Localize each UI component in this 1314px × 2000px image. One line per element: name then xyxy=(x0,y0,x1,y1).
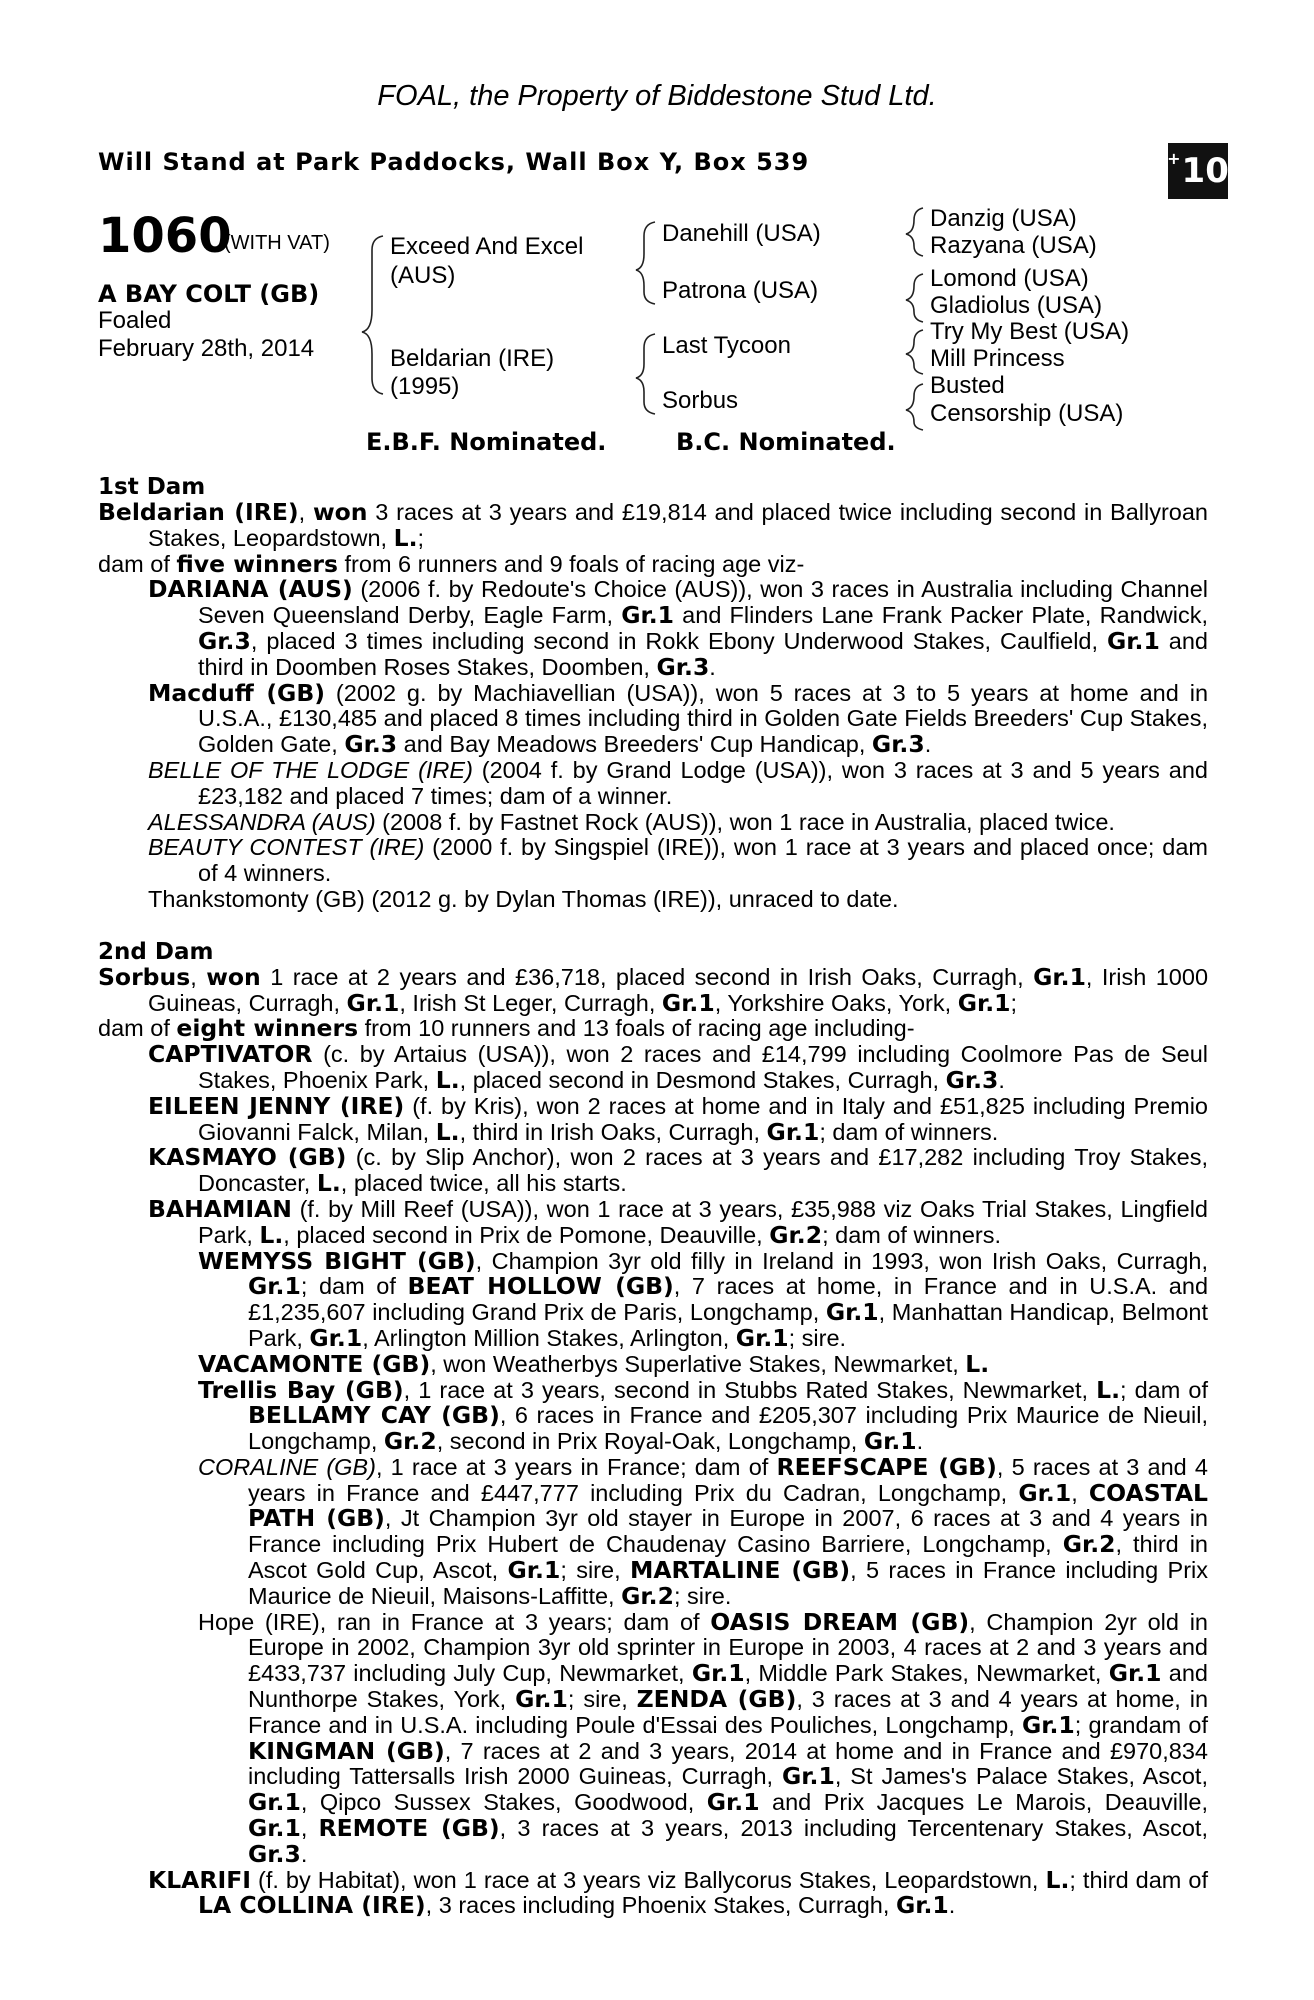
sires-dam: Patrona (USA) xyxy=(662,277,819,304)
page-title: FOAL, the Property of Biddestone Stud Ltd. xyxy=(377,80,937,112)
first-dam-section xyxy=(98,500,1208,913)
first-dam-entry: Macduff (GB) (2002 g. by Machiavellian (USA)), won 5 races at 3 to 5 years at home and in U.S.A., £130,485 and placed 8 times including third in Golden Gate Fields Breeders' Cup Stakes, Golden Gate, Gr.3 and Bay Meadows Breeders' Cup Handicap, Gr.3. xyxy=(148,678,1209,759)
first-dam-entry: dam of five winners from 6 runners and 9 foals of racing age viz- xyxy=(98,549,805,578)
second-dam-entry: Sorbus, won 1 race at 2 years and £36,718, placed second in Irish Oaks, Curragh, Gr.1, Irish 1000 Guineas, Curragh, Gr.1, Irish St Leger, Curragh, Gr.1, Yorkshire Oaks, York, Gr.1; xyxy=(98,962,1209,1017)
stand-location: Will Stand at Park Paddocks, Wall Box Y, Box 539 xyxy=(98,148,810,176)
dams-dam: Sorbus xyxy=(662,387,739,414)
vat-note: (WITH VAT) xyxy=(224,232,330,254)
gg-6: Mill Princess xyxy=(930,345,1065,372)
second-dam-entry: WEMYSS BIGHT (GB), Champion 3yr old filly in Ireland in 1993, won Irish Oaks, Curragh, Gr.1; dam of BEAT HOLLOW (GB), 7 races at home, in France and in U.S.A. and £1,235,607 including Grand Prix de Paris, Longchamp, Gr.1, Manhattan Handicap, Belmont Park, Gr.1, Arlington Million Stakes, Arlington, Gr.1; sire. xyxy=(198,1246,1209,1352)
pedigree-braces xyxy=(0,0,1314,460)
gg-5: Try My Best (USA) xyxy=(930,318,1130,345)
first-dam-entry: BELLE OF THE LODGE (IRE) (2004 f. by Grand Lodge (USA)), won 3 races at 3 and 5 years and £23,182 and placed 7 times; dam of a winner. xyxy=(148,756,1208,809)
sire-country: (AUS) xyxy=(390,262,456,289)
dams-sire: Last Tycoon xyxy=(662,332,791,359)
second-dam-entry: BAHAMIAN (f. by Mill Reef (USA)), won 1 race at 3 years, £35,988 viz Oaks Trial Stakes, Lingfield Park, L., placed second in Prix de Pomone, Deauville, Gr.2; dam of winners. xyxy=(148,1194,1208,1249)
dam-year: (1995) xyxy=(390,373,460,400)
gg-4: Gladiolus (USA) xyxy=(930,292,1103,319)
first-dam-entry: DARIANA (AUS) (2006 f. by Redoute's Choice (AUS)), won 3 races in Australia including Channel Seven Queensland Derby, Eagle Farm, Gr.1 and Flinders Lane Frank Packer Plate, Randwick, Gr.3, placed 3 times including second in Rokk Ebony Underwood Stakes, Caulfield, Gr.1 and third in Doomben Roses Stakes, Doomben, Gr.3. xyxy=(148,575,1208,681)
gg-3: Lomond (USA) xyxy=(930,265,1089,292)
foaled-date: February 28th, 2014 xyxy=(98,335,315,362)
gg-8: Censorship (USA) xyxy=(930,400,1124,427)
lot-description: A BAY COLT (GB) xyxy=(98,280,320,308)
second-dam-heading: 2nd Dam xyxy=(98,938,214,965)
first-dam-entry: Thankstomonty (GB) (2012 g. by Dylan Thomas (IRE)), unraced to date. xyxy=(148,885,899,912)
first-dam-entry: ALESSANDRA (AUS) (2008 f. by Fastnet Rock (AUS)), won 1 race in Australia, placed twice. xyxy=(148,808,1115,835)
gg-2: Razyana (USA) xyxy=(930,232,1097,259)
second-dam-entry: CORALINE (GB), 1 race at 3 years in France; dam of REEFSCAPE (GB), 5 races at 3 and 4 years in France and £447,777 including Prix du Cadran, Longchamp, Gr.1, COASTAL PATH (GB), Jt Champion 3yr old stayer in Europe in 2007, 6 races at 3 and 4 years in France including Prix Hubert de Chaudenay Casino Barriere, Longchamp, Gr.2, third in Ascot Gold Cup, Ascot, Gr.1; sire, MARTALINE (GB), 5 races in France including Prix Maurice de Nieuil, Maisons-Laffitte, Gr.2; sire. xyxy=(198,1452,1208,1610)
second-dam-section xyxy=(98,962,1209,1920)
ebf-nominated: E.B.F. Nominated. xyxy=(366,428,607,456)
first-dam-heading: 1st Dam xyxy=(98,474,206,500)
sires-sire: Danehill (USA) xyxy=(662,220,821,247)
second-dam-entry: Hope (IRE), ran in France at 3 years; dam of OASIS DREAM (GB), Champion 2yr old in Europe in 2002, Champion 3yr old sprinter in Europe in 2003, 4 races at 2 and 3 years and £433,737 including July Cup, Newmarket, Gr.1, Middle Park Stakes, Newmarket, Gr.1 and Nunthorpe Stakes, York, Gr.1; sire, ZENDA (GB), 3 races at 3 and 4 years at home, in France and in U.S.A. including Poule d'Essai des Pouliches, Longchamp, Gr.1; grandam of KINGMAN (GB), 7 races at 2 and 3 years, 2014 at home and in France and £970,834 including Tattersalls Irish 2000 Guineas, Curragh, Gr.1, St James's Palace Stakes, Ascot, Gr.1, Qipco Sussex Stakes, Goodwood, Gr.1 and Prix Jacques Le Marois, Deauville, Gr.1, REMOTE (GB), 3 races at 3 years, 2013 including Tercentenary Stakes, Ascot, Gr.3. xyxy=(198,1607,1209,1868)
second-dam-entry: Trellis Bay (GB), 1 race at 3 years, second in Stubbs Rated Stakes, Newmarket, L.; dam of BELLAMY CAY (GB), 6 races in France and £205,307 including Prix Maurice de Nieuil, Longchamp, Gr.2, second in Prix Royal-Oak, Longchamp, Gr.1. xyxy=(198,1375,1209,1456)
badge-number: 10 xyxy=(1181,151,1229,191)
gg-1: Danzig (USA) xyxy=(930,205,1077,232)
catalogue-body xyxy=(98,474,1208,1919)
foaled-label: Foaled xyxy=(98,307,172,334)
dam-name: Beldarian (IRE) xyxy=(390,345,555,372)
badge-plus: + xyxy=(1167,149,1181,168)
second-dam-entry: dam of eight winners from 10 runners and 13 foals of racing age including- xyxy=(98,1014,915,1043)
gg-7: Busted xyxy=(930,372,1005,399)
second-dam-entry: KLARIFI (f. by Habitat), won 1 race at 3 years viz Ballycorus Stakes, Leopardstown, L.; third dam of LA COLLINA (IRE), 3 races including Phoenix Stakes, Curragh, Gr.1. xyxy=(148,1865,1208,1920)
second-dam-entry: KASMAYO (GB) (c. by Slip Anchor), won 2 races at 3 years and £17,282 including Troy Stakes, Doncaster, L., placed twice, all his starts. xyxy=(148,1143,1208,1198)
second-dam-entry: VACAMONTE (GB), won Weatherbys Superlative Stakes, Newmarket, L. xyxy=(198,1349,990,1378)
sire-name: Exceed And Excel xyxy=(390,233,584,260)
second-dam-entry: EILEEN JENNY (IRE) (f. by Kris), won 2 races at home and in Italy and £51,825 including Premio Giovanni Falck, Milan, L., third in Irish Oaks, Curragh, Gr.1; dam of winners. xyxy=(148,1091,1208,1146)
second-dam-entry: CAPTIVATOR (c. by Artaius (USA)), won 2 races and £14,799 including Coolmore Pas de Seul Stakes, Phoenix Park, L., placed second in Desmond Stakes, Curragh, Gr.3. xyxy=(148,1040,1208,1094)
first-dam-entry: Beldarian (IRE), won 3 races at 3 years and £19,814 and placed twice including second in Ballyroan Stakes, Leopardstown, L.; xyxy=(98,498,1209,552)
bc-nominated: B.C. Nominated. xyxy=(676,428,896,456)
first-dam-entry: BEAUTY CONTEST (IRE) (2000 f. by Singspiel (IRE)), won 1 race at 3 years and placed once; dam of 4 winners. xyxy=(148,834,1208,887)
lot-number: 1060 xyxy=(98,208,232,264)
